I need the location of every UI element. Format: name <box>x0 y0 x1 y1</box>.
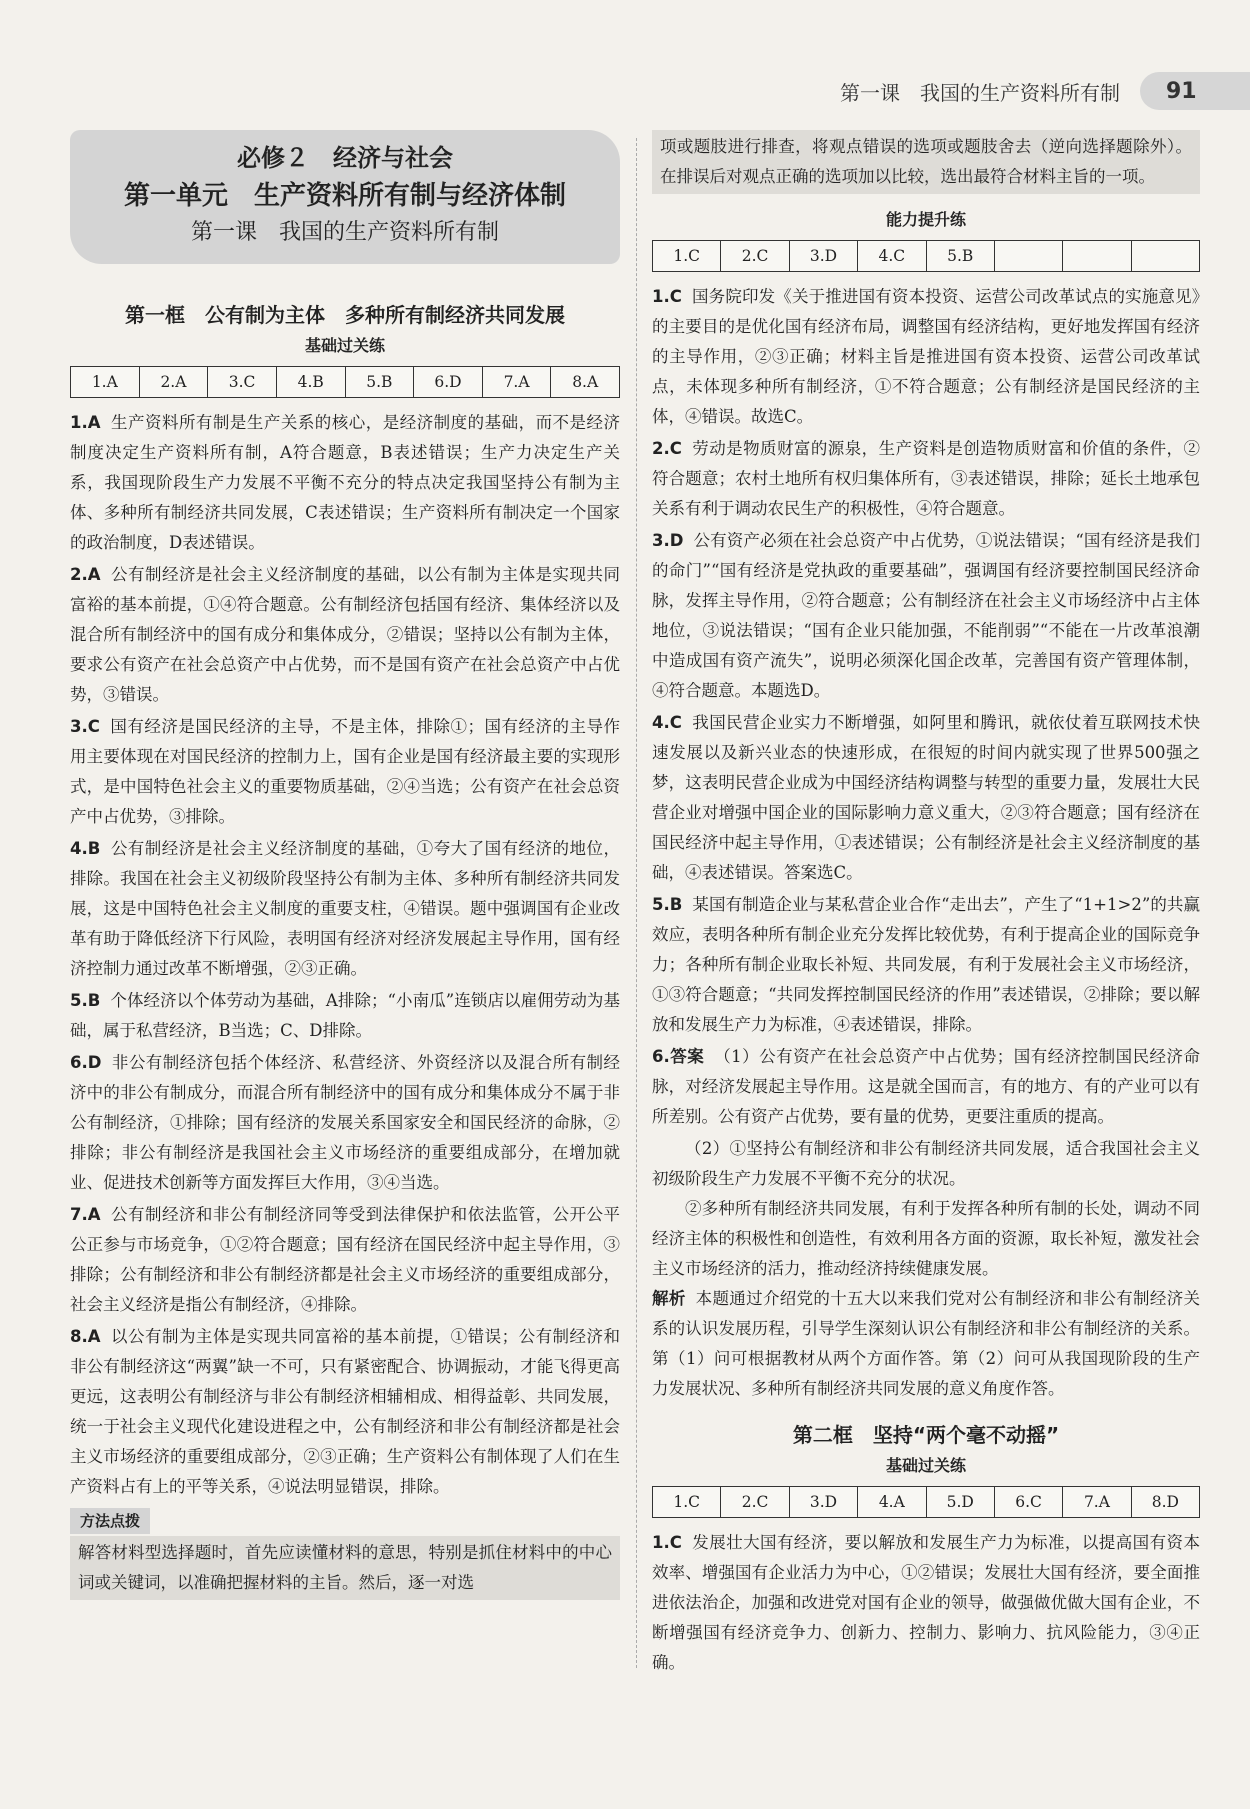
answer-table <box>652 1486 1200 1518</box>
answer-cell: 7.A <box>1063 1487 1131 1518</box>
explanation-text: 非公有制经济包括个体经济、私营经济、外资经济以及混合所有制经济中的非公有制成分，而混合所有制经济中的国有成分和集体成分不属于非公有制经济，①排除；国有经济的发展关系国家安全和国民经济的命脉，②排除；非公有制经济是我国社会主义市场经济的重要组成部分，在增加就业、促进技术创新等方面发挥巨大作用，③④当选。 <box>70 1053 620 1192</box>
question-number: 4.B <box>70 839 101 858</box>
section-title: 第二框 坚持“两个毫不动摇” <box>792 1423 1060 1447</box>
answer-cell <box>1131 241 1199 272</box>
answer-explanation <box>70 408 620 558</box>
question-number: 4.C <box>652 713 682 732</box>
answer-cell: 4.A <box>858 1487 926 1518</box>
answer-explanation <box>70 1322 620 1502</box>
explanation-text: 生产资料所有制是生产关系的核心，是经济制度的基础，而不是经济制度决定生产资料所有制，A符合题意，B表述错误；生产力决定生产关系，我国现阶段生产力发展不平衡不充分的特点决定我国坚持公有制为主体、多种所有制经济共同发展，C表述错误；生产资料所有制决定一个国家的政治制度，D表述错误。 <box>70 413 620 552</box>
answer-table <box>70 366 620 398</box>
heading-unit: 第一单元 生产资料所有制与经济体制 <box>123 181 566 211</box>
heading-book: 必修２ 经济与社会 <box>237 144 453 172</box>
answer-table <box>652 240 1200 272</box>
answer-explanation <box>652 708 1200 888</box>
column-divider <box>636 138 637 1668</box>
answer-paragraph: ②多种所有制经济共同发展，有利于发挥各种所有制的长处，调动不同经济主体的积极性和创造性，有效利用各方面的资源，取长补短，激发社会主义市场经济的活力，推动经济持续健康发展。 <box>652 1199 1200 1278</box>
answer-cell: 3.D <box>789 241 857 272</box>
answer-explanation <box>70 986 620 1046</box>
subsection-title: 基础过关练 <box>304 336 385 355</box>
answer-explanation <box>70 712 620 832</box>
question-number: 3.C <box>70 717 100 736</box>
question-number: 1.C <box>652 1533 682 1552</box>
answer-cell: 3.C <box>208 367 277 398</box>
answer-cell: 2.A <box>139 367 208 398</box>
question-number: 5.B <box>70 991 101 1010</box>
explanation-text: 发展壮大国有经济，要以解放和发展生产力为标准，以提高国有资本效率、增强国有企业活力为中心，①②错误；发展壮大国有经济，要全面推进依法治企，加强和改进党对国有企业的领导，做强做优做大国有企业，不断增强国有经济竞争力、创新力、控制力、影响力、抗风险能力，③④正确。 <box>652 1533 1200 1672</box>
answer-cell: 1.C <box>653 1487 721 1518</box>
question-number: 6.D <box>70 1053 102 1072</box>
analysis-label: 解析 <box>652 1289 686 1308</box>
left-column <box>70 130 620 1600</box>
answer-cell: 5.B <box>926 241 994 272</box>
answer-explanation <box>70 1048 620 1198</box>
answer-explanation <box>652 526 1200 706</box>
answer-cell: 7.A <box>482 367 551 398</box>
question-number: 1.A <box>70 413 101 432</box>
answer-explanation <box>70 560 620 710</box>
answer-cell <box>1063 241 1131 272</box>
answer-q6 <box>652 1042 1200 1132</box>
explanation-text: 某国有制造企业与某私营企业合作“走出去”，产生了“1+1>2”的共赢效应，表明各种所有制企业充分发挥比较优势，有利于提高企业的国际竞争力；各种所有制企业取长补短、共同发展，有利于发展社会主义市场经济，①③符合题意；“共同发挥控制国民经济的作用”表述错误，②排除；要以解放和发展生产力为标准，④表述错误，排除。 <box>652 895 1200 1034</box>
answer-paragraph: （2）①坚持公有制经济和非公有制经济共同发展，适合我国社会主义初级阶段生产力发展不平衡不充分的状况。 <box>652 1139 1200 1188</box>
answer-cell: 6.C <box>994 1487 1062 1518</box>
page-number: 91 <box>1140 72 1250 110</box>
explanation-text: 公有制经济是社会主义经济制度的基础，①夸大了国有经济的地位，排除。我国在社会主义初级阶段坚持公有制为主体、多种所有制经济共同发展，这是中国特色社会主义制度的重要支柱，④错误。题中强调国有企业改革有助于降低经济下行风险，表明国有经济对经济发展起主导作用，国有经济控制力通过改革不断增强，②③正确。 <box>70 839 620 978</box>
running-head-title: 第一课 我国的生产资料所有制 <box>840 80 1120 105</box>
section-title: 第一框 公有制为主体 多种所有制经济共同发展 <box>125 303 565 327</box>
explanation-text: 公有制经济和非公有制经济同等受到法律保护和依法监管，公开公平公正参与市场竞争，①②符合题意；国有经济在国民经济中起主导作用，③排除；公有制经济和非公有制经济都是社会主义市场经济的重要组成部分，社会主义经济是指公有制经济，④排除。 <box>70 1205 620 1314</box>
explanation-text: 国务院印发《关于推进国有资本投资、运营公司改革试点的实施意见》的主要目的是优化国有经济布局，调整国有经济结构，更好地发挥国有经济的主导作用，②③正确；材料主旨是推进国有资本投资、运营公司改革试点，未体现多种所有制经济，①不符合题意；公有制经济是国民经济的主体，④错误。故选C。 <box>652 287 1200 426</box>
question-number: 1.C <box>652 287 682 306</box>
explanation-text: 公有资产必须在社会总资产中占优势，①说法错误；“国有经济是我们的命门”“国有经济是党执政的重要基础”，强调国有经济要控制国民经济命脉，发挥主导作用，②符合题意；公有制经济在社会主义市场经济中占主体地位，③说法错误；“国有企业只能加强，不能削弱”“不能在一片改革浪潮中造成国有资产流失”，说明必须深化国企改革，完善国有资产管理体制，④符合题意。本题选D。 <box>652 531 1200 700</box>
answer-text: （1）公有资产在社会总资产中占优势；国有经济控制国民经济命脉，对经济发展起主导作用。这是就全国而言，有的地方、有的产业可以有所差别。公有资产占优势，要有量的优势，更要注重质的提高。 <box>652 1047 1201 1126</box>
analysis-text: 本题通过介绍党的十五大以来我们党对公有制经济和非公有制经济关系的认识发展历程，引导学生深刻认识公有制经济和非公有制经济的关系。第（1）问可根据教材从两个方面作答。第（2）问可从我国现阶段的生产力发展状况、多种所有制经济共同发展的意义角度作答。 <box>652 1289 1201 1398</box>
answer-cell: 4.B <box>276 367 345 398</box>
answer-explanation <box>70 1200 620 1320</box>
answer-cell: 1.C <box>653 241 721 272</box>
explanation-text: 公有制经济是社会主义经济制度的基础，以公有制为主体是实现共同富裕的基本前提，①④符合题意。公有制经济包括国有经济、集体经济以及混合所有制经济中的国有成分和集体成分，②错误；坚持以公有制为主体，要求公有资产在社会总资产中占优势，而不是国有资产在社会总资产中占优势，③错误。 <box>70 565 620 704</box>
answer-explanation <box>652 282 1200 432</box>
answer-cell: 4.C <box>858 241 926 272</box>
answer-cell: 5.B <box>345 367 414 398</box>
answer-explanation <box>652 1528 1200 1678</box>
question-number: 2.C <box>652 439 682 458</box>
running-head <box>730 70 1250 112</box>
analysis <box>652 1284 1200 1404</box>
answer-cell: 2.C <box>721 1487 789 1518</box>
explanation-text: 个体经济以个体劳动为基础，A排除；“小南瓜”连锁店以雇佣劳动为基础，属于私营经济，B当选；C、D排除。 <box>70 991 620 1040</box>
explanation-text: 国有经济是国民经济的主导，不是主体，排除①；国有经济的主导作用主要体现在对国民经济的控制力上，国有企业是国有经济最主要的实现形式，是中国特色社会主义的重要物质基础，②④当选；公有资产在社会总资产中占优势，③排除。 <box>70 717 620 826</box>
method-tip-text: 解答材料型选择题时，首先应读懂材料的意思，特别是抓住材料中的中心词或关键词，以准确把握材料的主旨。然后，逐一对选 <box>70 1536 620 1600</box>
explanation-text: 以公有制为主体是实现共同富裕的基本前提，①错误；公有制经济和非公有制经济这“两翼”缺一不可，只有紧密配合、协调振动，才能飞得更高更远，这表明公有制经济与非公有制经济相辅相成、相得益彰、共同发展，统一于社会主义现代化建设进程之中，公有制经济和非公有制经济都是社会主义市场经济的重要组成部分，②③正确；生产资料公有制体现了人们在生产资料占有上的平等关系，④说法明显错误，排除。 <box>70 1327 620 1496</box>
question-number: 5.B <box>652 895 683 914</box>
method-tip-label: 方法点拨 <box>70 1508 150 1534</box>
question-number: 2.A <box>70 565 101 584</box>
answer-cell: 6.D <box>414 367 483 398</box>
heading-lesson: 第一课 我国的生产资料所有制 <box>190 220 499 245</box>
answer-cell: 3.D <box>789 1487 857 1518</box>
question-number: 8.A <box>70 1327 101 1346</box>
question-number: 3.D <box>652 531 684 550</box>
answer-explanation <box>652 890 1200 1040</box>
question-number: 7.A <box>70 1205 101 1224</box>
explanation-text: 劳动是物质财富的源泉，生产资料是创造物质财富和价值的条件，②符合题意；农村土地所有权归集体所有，③表述错误，排除；延长土地承包关系有利于调动农民生产的积极性，④符合题意。 <box>652 439 1200 518</box>
right-column <box>652 130 1200 1680</box>
answer-cell: 2.C <box>721 241 789 272</box>
answer-cell: 1.A <box>71 367 140 398</box>
explanation-text: 我国民营企业实力不断增强，如阿里和腾讯，就依仗着互联网技术快速发展以及新兴业态的快速形成，在很短的时间内就实现了世界500强之梦，这表明民营企业成为中国经济结构调整与转型的重要力量，发展壮大民营企业对增强中国企业的国际影响力意义重大，②③符合题意；国有经济在国民经济中起主导作用，①表述错误；公有制经济是社会主义经济制度的基础，④表述错误。答案选C。 <box>652 713 1200 882</box>
answer-cell <box>994 241 1062 272</box>
answer-explanation <box>652 434 1200 524</box>
answer-cell: 8.A <box>551 367 620 398</box>
subsection-title: 基础过关练 <box>885 1456 966 1475</box>
answer-label: 6.答案 <box>652 1047 705 1066</box>
answer-explanation <box>70 834 620 984</box>
answer-cell: 5.D <box>926 1487 994 1518</box>
subsection-title: 能力提升练 <box>885 210 966 229</box>
answer-cell: 8.D <box>1131 1487 1199 1518</box>
chapter-heading <box>70 130 620 264</box>
method-tip-text-continued: 项或题肢进行排查，将观点错误的选项或题肢舍去（逆向选择题除外）。在排误后对观点正确的选项加以比较，选出最符合材料主旨的一项。 <box>652 130 1200 194</box>
